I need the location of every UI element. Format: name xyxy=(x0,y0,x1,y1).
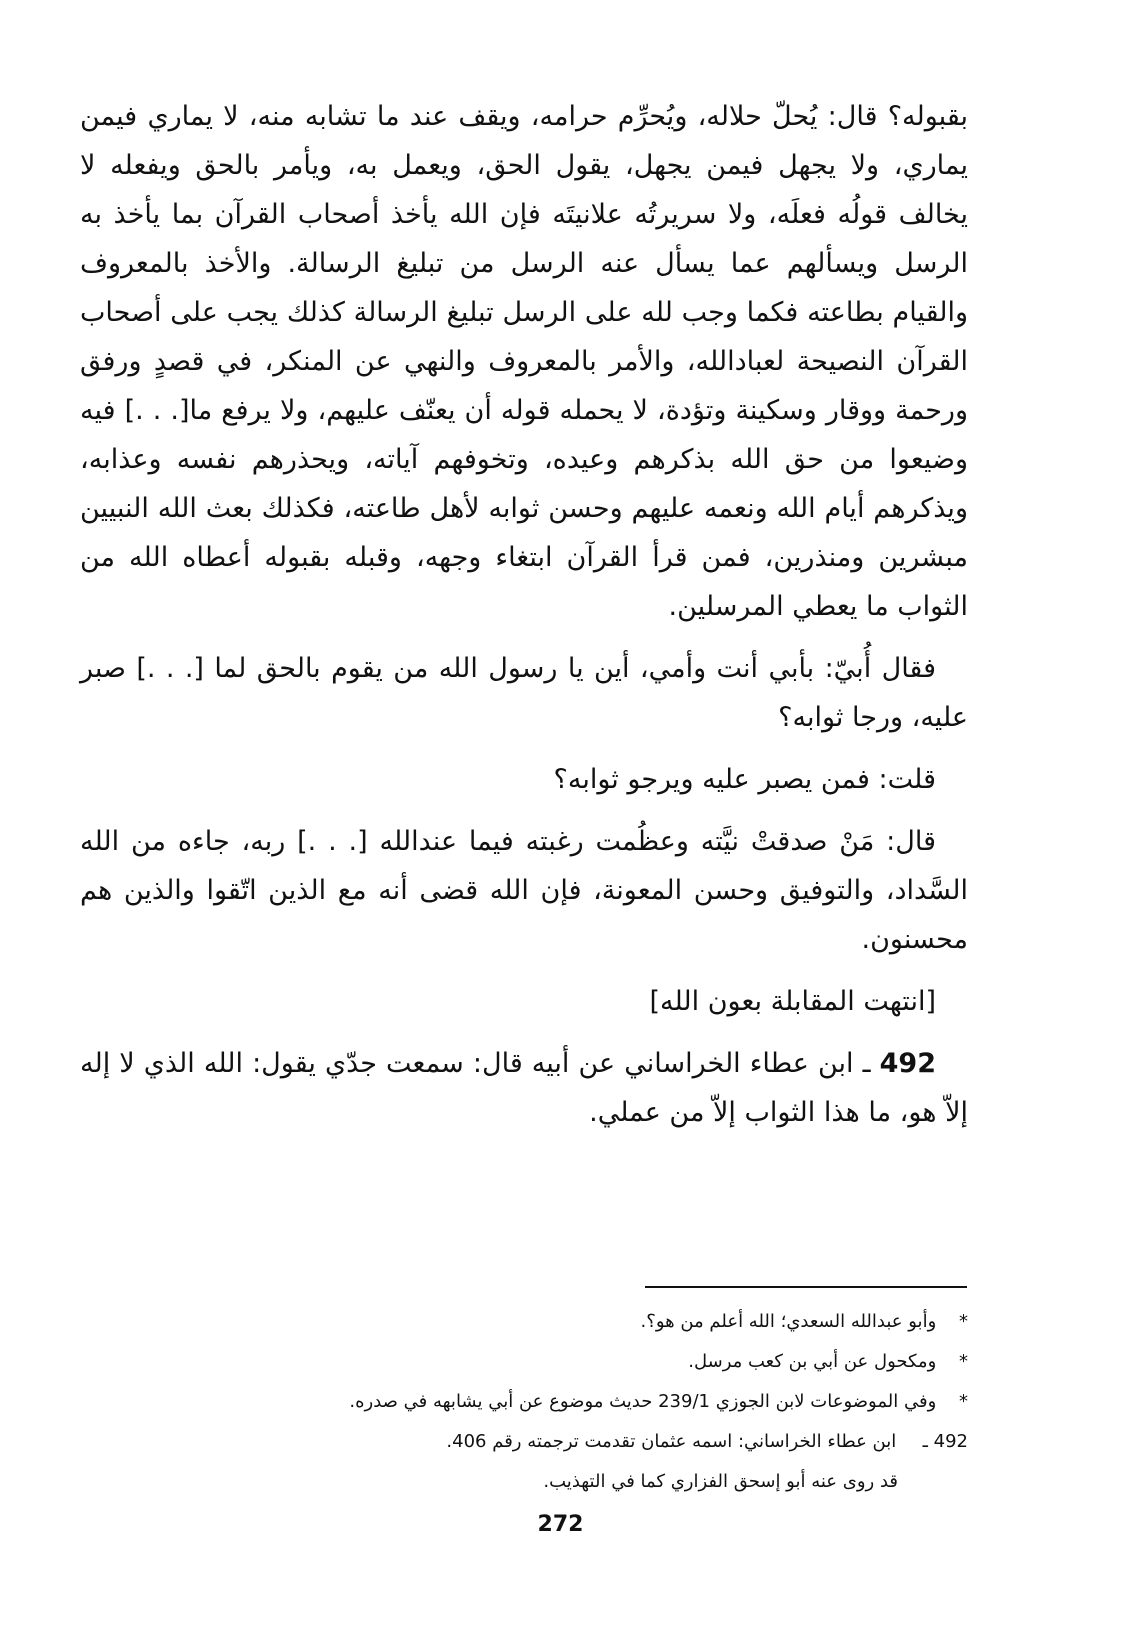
paragraph-who-is-patient: قلت: فمن يصبر عليه ويرجو ثوابه؟ xyxy=(553,764,936,795)
footnote-492-continuation: قد روى عنه أبو إسحق الفزاري كما في التهذيب. xyxy=(543,1471,898,1492)
paragraph-answer: قال: مَنْ صدقتْ نيَّته وعظُمت رغبته فيما عندالله [. . .] ربه، جاءه من الله السَّداد، والتوفيق وحسن المعونة، فإن الله قضى أنه مع الذين اتّقوا والذين هم محسنون. xyxy=(80,826,968,955)
asterisk-icon: * xyxy=(959,1311,968,1332)
footnote-1 xyxy=(100,1302,968,1342)
footnote-3 xyxy=(100,1382,968,1422)
footnote-492 xyxy=(100,1422,968,1462)
footnote-2 xyxy=(100,1342,968,1382)
page-number: 272 xyxy=(537,1512,584,1537)
paragraph-ubayy-question: فقال أُبيّ: بأبي أنت وأمي، أين يا رسول الله من يقوم بالحق لما [. . .] صبر عليه، ورجا ثوابه؟ xyxy=(80,653,968,733)
main-text-body xyxy=(80,92,968,1137)
hadith-number: 492 xyxy=(879,1048,936,1079)
collation-end-note: [انتهت المقابلة بعون الله] xyxy=(649,986,936,1017)
footnote-text: ومكحول عن أبي بن كعب مرسل. xyxy=(688,1351,937,1372)
footnote-text: ابن عطاء الخراساني: اسمه عثمان تقدمت ترجمته رقم 406. xyxy=(446,1431,897,1452)
paragraph-continuation: بقبوله؟ قال: يُحلّ حلاله، ويُحرِّم حرامه، ويقف عند ما تشابه منه، لا يماري فيمن يماري، ولا يجهل فيمن يجهل، يقول الحق، ويعمل به، ويأمر بالحق ويفعله لا يخالف قولُه فعلَه، ولا سريرتُه علانيتَه فإن الله يأخذ أصحاب القرآن بما يأخذ به الرسل ويسألهم عما يسأل عنه الرسل من تبليغ الرسالة. والأخذ بالمعروف والقيام بطاعته فكما وجب لله على الرسل تبليغ الرسالة كذلك يجب على أصحاب القرآن النصيحة لعبادالله، والأمر بالمعروف والنهي عن المنكر، في قصدٍ ورفق ورحمة ووقار وسكينة وتؤدة، لا يحمله قوله أن يعنّف عليهم، ولا يرفع ما[. . .] فيه وضيعوا من حق الله بذكرهم وعيده، وتخوفهم آياته، ويحذرهم نفسه وعذابه، ويذكرهم أيام الله ونعمه عليهم وحسن ثوابه لأهل طاعته، فكذلك بعث الله النبيين مبشرين ومنذرين، فمن قرأ القرآن ابتغاء وجهه، وقبله بقبوله أعطاه الله من الثواب ما يعطي المرسلين. xyxy=(80,101,968,622)
footnote-text: وأبو عبدالله السعدي؛ الله أعلم من هو؟. xyxy=(640,1311,937,1332)
hadith-492 xyxy=(80,1039,968,1137)
footnote-text: وفي الموضوعات لابن الجوزي 239/1 حديث موضوع عن أبي يشابهه في صدره. xyxy=(349,1391,937,1412)
asterisk-icon: * xyxy=(959,1351,968,1372)
asterisk-icon: * xyxy=(959,1391,968,1412)
footnotes xyxy=(100,1302,968,1502)
footnote-separator xyxy=(645,1286,967,1288)
hadith-text: ـ ابن عطاء الخراساني عن أبيه قال: سمعت جدّي يقول: الله الذي لا إله إلاّ هو، ما هذا الثواب إلاّ من عملي. xyxy=(80,1048,968,1128)
footnote-number: 492 ـ xyxy=(922,1431,968,1452)
